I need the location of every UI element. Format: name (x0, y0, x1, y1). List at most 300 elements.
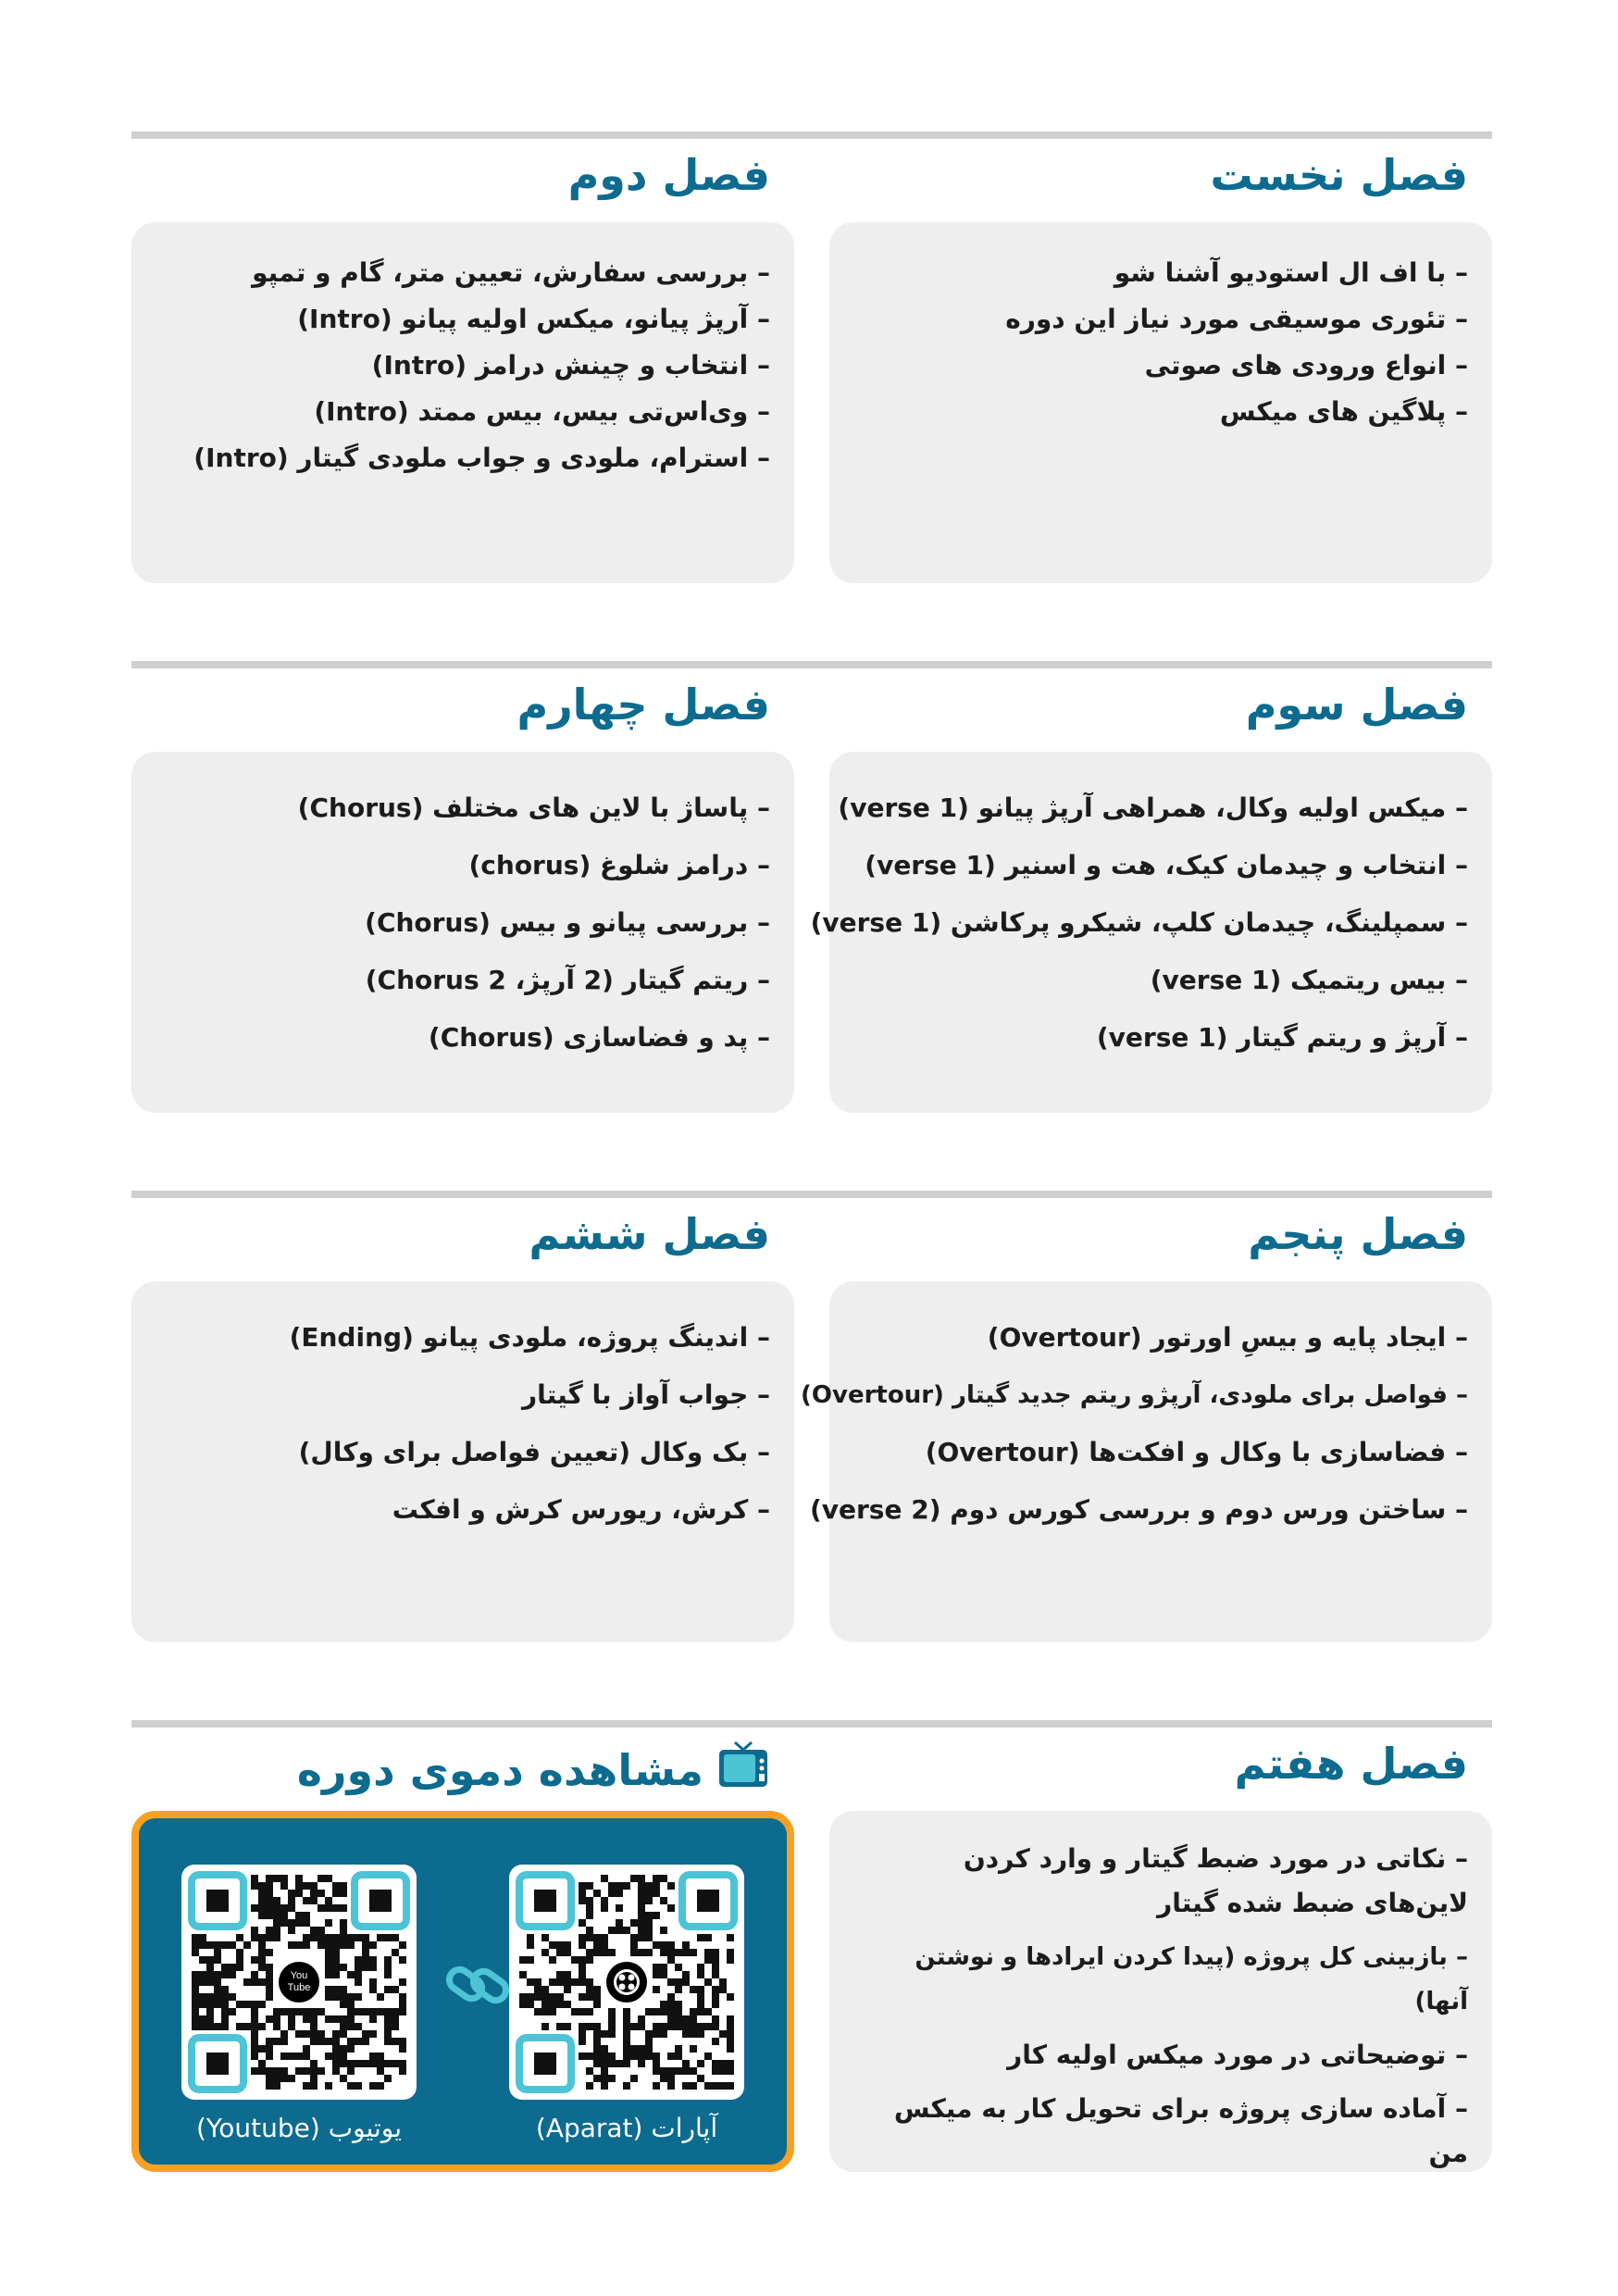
qr-module (340, 2060, 347, 2067)
qr-module (579, 1941, 586, 1949)
qr-module (719, 1986, 727, 1993)
qr-module (384, 2015, 392, 2023)
qr-module (601, 2030, 608, 2038)
qr-module (608, 1949, 616, 1956)
qr-module (273, 2008, 280, 2015)
qr-module (690, 2008, 697, 2015)
qr-module (214, 1956, 221, 1964)
qr-module (616, 2060, 623, 2067)
qr-module (579, 1993, 586, 2001)
qr-module (303, 2053, 310, 2060)
list-item: – بیس ریتمیک (1 verse) (811, 952, 1468, 1009)
qr-module (332, 2067, 340, 2075)
qr-module (697, 2008, 704, 2015)
qr-module (258, 1964, 266, 1971)
chapter-5-list (801, 1309, 1468, 1539)
qr-finder-eye (534, 2053, 556, 2075)
qr-module (556, 2001, 564, 2008)
qr-module (310, 2023, 317, 2030)
qr-module (192, 1986, 199, 1993)
qr-module (347, 2015, 355, 2023)
qr-module (564, 2023, 571, 2030)
qr-module (712, 2038, 719, 2045)
qr-module (527, 1934, 534, 1941)
qr-module (310, 2082, 317, 2090)
qr-module (667, 1993, 675, 2001)
qr-module (392, 1934, 399, 1941)
qr-module (355, 1993, 362, 2001)
qr-module (697, 2060, 704, 2067)
qr-module (310, 1927, 317, 1934)
qr-module (340, 1993, 347, 2001)
qr-module (280, 1919, 288, 1927)
qr-module (325, 1971, 332, 1978)
qr-module (719, 2067, 727, 2075)
qr-module (616, 1927, 623, 1934)
qr-module (384, 1986, 392, 1993)
qr-module (645, 2038, 653, 2045)
list-item: – درامز شلوغ (chorus) (298, 837, 770, 894)
qr-module (362, 2060, 369, 2067)
qr-module (712, 1993, 719, 2001)
section-row-1 (131, 131, 1492, 585)
qr-module (369, 2015, 377, 2023)
qr-module (266, 1927, 273, 1934)
qr-module (310, 2008, 317, 2015)
qr-module (623, 2045, 630, 2053)
qr-module (697, 2023, 704, 2030)
qr-module (266, 1934, 273, 1941)
qr-module (369, 1964, 377, 1971)
qr-module (682, 1978, 690, 1986)
qr-finder-eye (697, 1890, 719, 1912)
qr-module (258, 1949, 266, 1956)
youtube-qr-code[interactable] (181, 1865, 417, 2100)
qr-module (377, 2067, 384, 2075)
qr-module (399, 2045, 406, 2053)
qr-module (564, 1971, 571, 1978)
qr-module (214, 1978, 221, 1986)
qr-module (280, 1882, 288, 1890)
qr-module (579, 1919, 586, 1927)
qr-module (593, 2038, 601, 2045)
qr-module (273, 1927, 280, 1934)
qr-module (564, 1986, 571, 1993)
qr-module (347, 2082, 355, 2090)
qr-module (534, 1978, 541, 1986)
qr-module (206, 2008, 214, 2015)
qr-module (653, 2008, 660, 2015)
qr-module (317, 1875, 325, 1882)
qr-module (266, 1986, 273, 1993)
qr-module (697, 1986, 704, 1993)
qr-module (623, 1882, 630, 1890)
qr-module (682, 1971, 690, 1978)
qr-module (645, 1949, 653, 1956)
qr-module (727, 2045, 734, 2053)
qr-module (347, 1971, 355, 1978)
qr-module (630, 1919, 638, 1927)
list-item: – فضاسازی با وکال و افکت‌ها (Overtour) (801, 1424, 1468, 1481)
qr-module (295, 2008, 303, 2015)
qr-module (399, 2038, 406, 2045)
qr-module (266, 1964, 273, 1971)
qr-module (399, 1941, 406, 1949)
qr-module (586, 1978, 593, 1986)
qr-module (369, 2060, 377, 2067)
qr-module (712, 2067, 719, 2075)
list-item: – توضیحاتی در مورد میکس اولیه کار (857, 2033, 1468, 2078)
qr-module (601, 1949, 608, 1956)
qr-module (369, 2053, 377, 2060)
qr-module (519, 1956, 527, 1964)
qr-module (280, 2030, 288, 2038)
qr-module (601, 2045, 608, 2053)
qr-module (727, 2038, 734, 2045)
list-item: – میکس اولیه وکال، همراهی آرپژ پیانو (1 verse) (811, 780, 1468, 837)
qr-module (593, 1890, 601, 1897)
qr-module (392, 1949, 399, 1956)
qr-module (384, 2023, 392, 2030)
qr-module (192, 2015, 199, 2023)
qr-module (601, 2053, 608, 2060)
qr-module (266, 2053, 273, 2060)
qr-module (355, 1971, 362, 1978)
qr-module (340, 1904, 347, 1912)
qr-module (667, 1941, 675, 1949)
youtube-logo (279, 1962, 319, 2003)
qr-module (332, 2030, 340, 2038)
qr-module (355, 2082, 362, 2090)
list-item: – وی‌اس‌تی بیس، بیس ممتد (Intro) (193, 389, 770, 435)
qr-module (266, 2038, 273, 2045)
qr-module (697, 2001, 704, 2008)
qr-module (392, 1986, 399, 1993)
qr-module (280, 2067, 288, 2075)
chapter-2-list (193, 250, 770, 481)
qr-module (704, 1934, 712, 1941)
qr-module (251, 2008, 258, 2015)
qr-module (347, 2008, 355, 2015)
qr-module (310, 1890, 317, 1897)
chapter-3-heading: فصل سوم (1245, 680, 1468, 730)
chapter-4-card (131, 752, 794, 1113)
qr-module (399, 1993, 406, 2001)
qr-module (332, 1956, 340, 1964)
qr-module (653, 1971, 660, 1978)
qr-module (332, 2060, 340, 2067)
qr-module (236, 2001, 243, 2008)
list-item: – آرپژ و ریتم گیتار (1 verse) (811, 1009, 1468, 1067)
qr-module (310, 1882, 317, 1890)
qr-module (317, 2008, 325, 2015)
qr-module (266, 1890, 273, 1897)
qr-module (675, 2001, 682, 2008)
qr-module (258, 1912, 266, 1919)
qr-module (310, 2075, 317, 2082)
qr-module (332, 1986, 340, 1993)
qr-module (384, 2030, 392, 2038)
qr-module (712, 2015, 719, 2023)
qr-module (712, 1971, 719, 1978)
qr-module (266, 2082, 273, 2090)
list-item: – پاساژ با لاین های مختلف (Chorus) (298, 780, 770, 837)
qr-module (638, 2015, 645, 2023)
qr-module (221, 1941, 229, 1949)
qr-module (310, 1897, 317, 1904)
qr-module (630, 1934, 638, 1941)
qr-module (697, 2030, 704, 2038)
chapter-5-heading: فصل پنجم (1248, 1209, 1468, 1259)
qr-module (214, 1941, 221, 1949)
qr-module (340, 2001, 347, 2008)
qr-module (579, 1882, 586, 1890)
qr-module (206, 2023, 214, 2030)
qr-module (362, 1949, 369, 1956)
qr-module (690, 2030, 697, 2038)
qr-module (586, 1897, 593, 1904)
qr-module (251, 2045, 258, 2053)
qr-module (727, 1949, 734, 1956)
qr-module (347, 2023, 355, 2030)
qr-module (586, 1949, 593, 1956)
qr-module (340, 1934, 347, 1941)
qr-module (593, 2053, 601, 2060)
qr-module (317, 2067, 325, 2075)
qr-module (251, 1904, 258, 1912)
qr-module (325, 2038, 332, 2045)
qr-module (623, 2008, 630, 2015)
qr-module (630, 1941, 638, 1949)
qr-module (317, 1904, 325, 1912)
qr-module (340, 1941, 347, 1949)
qr-module (273, 2038, 280, 2045)
qr-module (571, 1978, 579, 1986)
qr-module (325, 1964, 332, 1971)
qr-module (266, 1978, 273, 1986)
qr-module (258, 1956, 266, 1964)
qr-module (653, 2067, 660, 2075)
qr-module (667, 2067, 675, 2075)
qr-module (266, 1897, 273, 1904)
chapter-6-card (131, 1281, 794, 1642)
section-row-4 (131, 1720, 1492, 2183)
qr-module (660, 2023, 667, 2030)
qr-module (332, 2053, 340, 2060)
qr-module (221, 1964, 229, 1971)
qr-module (221, 1971, 229, 1978)
qr-module (325, 1875, 332, 1882)
qr-module (579, 1897, 586, 1904)
qr-module (317, 1890, 325, 1897)
qr-module (638, 1904, 645, 1912)
qr-module (519, 1971, 527, 1978)
qr-module (288, 1927, 295, 1934)
qr-module (519, 2001, 527, 2008)
qr-module (608, 1927, 616, 1934)
aparat-qr-code[interactable] (509, 1865, 744, 2100)
qr-module (332, 2015, 340, 2023)
qr-module (206, 1978, 214, 1986)
qr-module (221, 1993, 229, 2001)
qr-module (258, 1882, 266, 1890)
qr-module (325, 1934, 332, 1941)
qr-module (280, 2008, 288, 2015)
qr-module (660, 1941, 667, 1949)
qr-module (660, 2067, 667, 2075)
qr-module (332, 2038, 340, 2045)
qr-module (682, 2030, 690, 2038)
qr-module (369, 1941, 377, 1949)
qr-module (288, 2015, 295, 2023)
chapter-7-list (857, 1837, 1468, 2176)
qr-module (623, 1927, 630, 1934)
qr-module (192, 1971, 199, 1978)
qr-module (280, 1875, 288, 1882)
list-item: – کرش، ریورس کرش و افکت (290, 1481, 770, 1539)
qr-module (303, 2067, 310, 2075)
qr-module (586, 1934, 593, 1941)
qr-module (556, 1941, 564, 1949)
qr-module (332, 1993, 340, 2001)
qr-module (214, 2001, 221, 2008)
qr-module (653, 2053, 660, 2060)
qr-module (579, 1978, 586, 1986)
list-item: – سمپلینگ، چیدمان کلپ، شیکرو پرکاشن (1 verse) (811, 894, 1468, 952)
qr-module (251, 2038, 258, 2045)
list-item: – انتخاب و چیدمان کیک، هت و اسنیر (1 verse) (811, 837, 1468, 894)
divider (131, 1720, 1492, 1728)
qr-module (616, 1919, 623, 1927)
qr-module (258, 1890, 266, 1897)
qr-module (377, 2060, 384, 2067)
qr-module (384, 2038, 392, 2045)
qr-module (251, 2030, 258, 2038)
qr-module (229, 1941, 236, 1949)
qr-module (317, 1927, 325, 1934)
chapter-1-heading: فصل نخست (1210, 150, 1468, 200)
qr-module (593, 2060, 601, 2067)
qr-module (534, 1993, 541, 2001)
qr-module (273, 2075, 280, 2082)
qr-module (266, 2067, 273, 2075)
qr-module (384, 1956, 392, 1964)
qr-module (593, 1941, 601, 1949)
qr-module (310, 2015, 317, 2023)
qr-module (638, 2023, 645, 2030)
qr-module (608, 2053, 616, 2060)
qr-module (690, 2023, 697, 2030)
qr-module (556, 1978, 564, 1986)
qr-module (251, 2015, 258, 2023)
qr-module (675, 1986, 682, 1993)
divider (131, 661, 1492, 668)
tv-icon (716, 1739, 770, 1801)
qr-module (355, 1956, 362, 1964)
qr-module (704, 2008, 712, 2015)
qr-module (251, 1971, 258, 1978)
qr-module (243, 2001, 251, 2008)
qr-module (638, 1897, 645, 1904)
qr-module (303, 1941, 310, 1949)
list-item: – ریتم گیتار (2 آرپژ، 2 Chorus) (298, 952, 770, 1009)
qr-module (199, 1971, 206, 1978)
qr-module (399, 2067, 406, 2075)
qr-module (660, 2008, 667, 2015)
qr-module (340, 2030, 347, 2038)
qr-module (384, 1934, 392, 1941)
qr-module (258, 2001, 266, 2008)
qr-module (601, 2067, 608, 2075)
qr-module (243, 1941, 251, 1949)
qr-module (549, 1956, 556, 1964)
qr-module (653, 2023, 660, 2030)
qr-module (347, 2067, 355, 2075)
qr-module (303, 2030, 310, 2038)
qr-module (712, 1986, 719, 1993)
qr-module (384, 2060, 392, 2067)
qr-finder-eye (369, 1890, 392, 1912)
qr-module (579, 2008, 586, 2015)
qr-module (280, 1904, 288, 1912)
chapter-2-card (131, 222, 794, 583)
qr-module (712, 1956, 719, 1964)
qr-module (675, 2008, 682, 2015)
list-item: – ایجاد پایه و بیسِ اورتور (Overtour) (801, 1309, 1468, 1366)
qr-module (332, 1941, 340, 1949)
qr-module (579, 1971, 586, 1978)
qr-module (384, 2075, 392, 2082)
qr-module (288, 1897, 295, 1904)
qr-module (295, 1875, 303, 1882)
qr-module (273, 1897, 280, 1904)
qr-module (653, 1890, 660, 1897)
qr-module (667, 1949, 675, 1956)
qr-module (586, 1882, 593, 1890)
aparat-caption: آپارات (Aparat) (535, 2113, 718, 2143)
qr-module (251, 2023, 258, 2030)
qr-module (727, 2082, 734, 2090)
chapter-6-heading: فصل ششم (529, 1209, 770, 1259)
qr-module (199, 1978, 206, 1986)
list-item: – بررسی پیانو و بیس (Chorus) (298, 894, 770, 952)
qr-module (593, 2045, 601, 2053)
qr-module (355, 2008, 362, 2015)
qr-module (214, 1971, 221, 1978)
qr-module (229, 2008, 236, 2015)
qr-module (593, 1934, 601, 1941)
qr-module (556, 1949, 564, 1956)
qr-module (280, 2053, 288, 2060)
qr-module (229, 1993, 236, 2001)
qr-module (266, 1904, 273, 1912)
qr-module (221, 2008, 229, 2015)
qr-module (214, 1986, 221, 1993)
qr-module (332, 1934, 340, 1941)
qr-module (727, 2067, 734, 2075)
qr-module (608, 2023, 616, 2030)
qr-module (719, 2082, 727, 2090)
qr-module (362, 2008, 369, 2015)
qr-module (266, 1971, 273, 1978)
qr-module (369, 1978, 377, 1986)
qr-module (564, 2001, 571, 2008)
qr-module (638, 2045, 645, 2053)
qr-module (399, 1956, 406, 1964)
qr-module (527, 1978, 534, 1986)
qr-module (347, 1941, 355, 1949)
qr-module (712, 1964, 719, 1971)
